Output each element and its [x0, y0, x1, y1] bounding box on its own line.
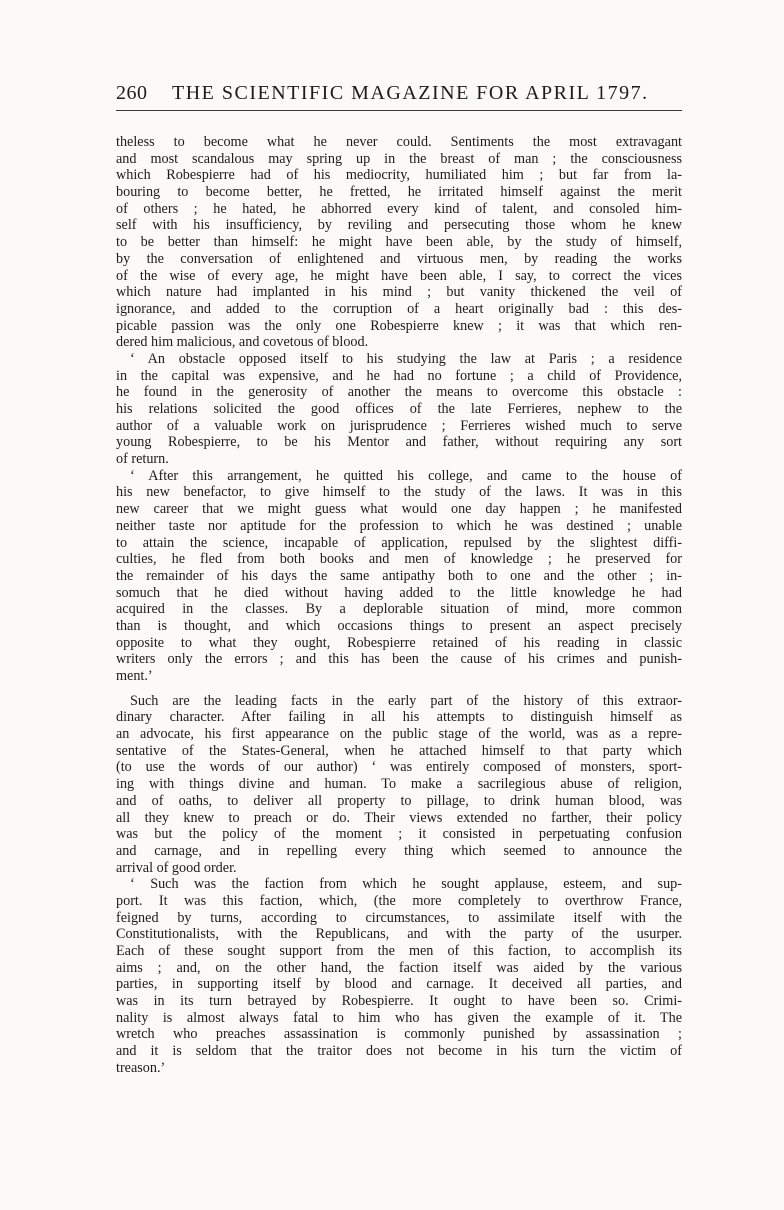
text-line: acquired in the classes. By a deplorable situation of mind, more common [116, 601, 682, 618]
text-line: nality is almost always fatal to him who has given the example of it. The [116, 1009, 682, 1026]
running-title: THE SCIENTIFIC MAGAZINE FOR APRIL 1797. [172, 82, 649, 104]
text-line: was but the policy of the moment ; it consisted in perpetuating confusion [116, 826, 682, 843]
text-line: parties, in supporting itself by blood and carnage. It deceived all parties, and [116, 976, 682, 993]
text-line: arrival of good order. [116, 859, 237, 876]
text-line: his relations solicited the good offices of the late Ferrieres, nephew to the [116, 401, 682, 417]
text-line: picable passion was the only one Robespierre knew ; it was that which ren- [116, 317, 682, 334]
text-line: ‘ Such was the faction from which he sought applause, esteem, and sup- [130, 876, 682, 893]
text-line: to attain the science, incapable of application, repulsed by the slightest diffi- [116, 534, 682, 551]
paragraph [116, 468, 682, 685]
text-line: writers only the errors ; and this has been the cause of his crimes and punish- [116, 651, 682, 668]
text-line: author of a valuable work on jurisprudence ; Ferrieres wished much to serve [116, 417, 682, 434]
text-line: culties, he fled from both books and men of knowledge ; he preserved for [116, 551, 682, 568]
text-line: of return. [116, 451, 169, 468]
paragraph [116, 351, 682, 468]
text-line: new career that we might guess what would one day happen ; he manifested [116, 501, 682, 518]
text-line: which Robespierre had of his mediocrity, humiliated him ; but far from la- [116, 167, 682, 184]
text-line: self with his insufficiency, by reviling and persecuting those whom he knew [116, 217, 682, 234]
text-line: feigned by turns, according to circumstances, to assimilate itself with the [116, 909, 682, 926]
text-line: ignorance, and added to the corruption of a heart originally bad : this des- [116, 300, 682, 317]
text-line: port. It was this faction, which, (the more completely to overthrow France, [116, 892, 682, 909]
text-line: treason.’ [116, 1059, 166, 1076]
text-line: to be better than himself: he might have been able, by the study of himself, [116, 234, 682, 251]
text-line: sentative of the States-General, when he attached himself to that party which [116, 742, 682, 759]
text-line: wretch who preaches assassination is commonly punished by assassination ; [116, 1026, 682, 1043]
text-line: ment.’ [116, 668, 153, 684]
text-line: ing with things divine and human. To make a sacrilegious abuse of religion, [116, 776, 682, 793]
text-line: theless to become what he never could. Sentiments the most extravagant [116, 134, 682, 150]
text-line: all they knew to preach or do. Their views extended no farther, their policy [116, 809, 682, 826]
text-line: young Robespierre, to be his Mentor and father, without requiring any sort [116, 434, 682, 451]
text-line: his new benefactor, to give himself to the study of the laws. It was in this [116, 484, 682, 501]
text-line: Constitutionalists, with the Republicans, and with the party of the usurper. [116, 926, 682, 943]
paragraph [116, 876, 682, 1076]
paragraph [116, 693, 682, 877]
text-line: in the capital was expensive, and he had no fortune ; a child of Providence, [116, 367, 682, 384]
text-line: of others ; he hated, he abhorred every kind of talent, and consoled him- [116, 200, 682, 217]
text-line: bouring to become better, he fretted, he irritated himself against the merit [116, 184, 682, 201]
text-line: Such are the leading facts in the early part of the history of this extraor- [130, 692, 682, 709]
text-line: ‘ After this arrangement, he quitted his college, and came to the house of [130, 467, 682, 484]
text-line: of the wise of every age, he might have been able, I say, to correct the vices [116, 267, 682, 284]
text-line: dered him malicious, and covetous of blood. [116, 334, 369, 351]
text-line: and it is seldom that the traitor does not become in his turn the victim of [116, 1043, 682, 1060]
header-rule [116, 110, 682, 111]
text-line: was in its turn betrayed by Robespierre. It ought to have been so. Crimi- [116, 993, 682, 1010]
text-line: aims ; and, on the other hand, the faction itself was aided by the various [116, 959, 682, 976]
text-line: Each of these sought support from the men of this faction, to accomplish its [116, 943, 682, 959]
text-line: opposite to what they ought, Robespierre retained of his reading in classic [116, 634, 682, 651]
text-line: somuch that he died without having added to the little knowledge he had [116, 584, 682, 601]
text-line: than is thought, and which occasions things to present an aspect precisely [116, 617, 682, 634]
page-number: 260 [116, 82, 148, 104]
text-line: dinary character. After failing in all his attempts to distinguish himself as [116, 709, 682, 726]
text-line: by the conversation of enlightened and virtuous men, by reading the works [116, 250, 682, 267]
text-line: which nature had implanted in his mind ; but vanity thickened the veil of [116, 284, 682, 301]
text-line: neither taste nor aptitude for the profession to which he was destined ; unable [116, 517, 682, 534]
text-line: ‘ An obstacle opposed itself to his studying the law at Paris ; a residence [130, 350, 682, 367]
page-header [116, 80, 682, 114]
text-line: and carnage, and in repelling every thing which seemed to announce the [116, 842, 682, 859]
text-line: and of oaths, to deliver all property to pillage, to drink human blood, was [116, 792, 682, 809]
text-line: the remainder of his days the same antipathy both to one and the other ; in- [116, 567, 682, 584]
article-body [116, 134, 682, 1077]
text-line: (to use the words of our author) ‘ was entirely composed of monsters, sport- [116, 759, 682, 776]
text-line: he found in the generosity of another the means to overcome this obstacle : [116, 384, 682, 401]
text-line: and most scandalous may spring up in the breast of man ; the consciousness [116, 150, 682, 167]
paragraph [116, 134, 682, 351]
text-line: an advocate, his first appearance on the public stage of the world, was as a repre- [116, 726, 682, 743]
